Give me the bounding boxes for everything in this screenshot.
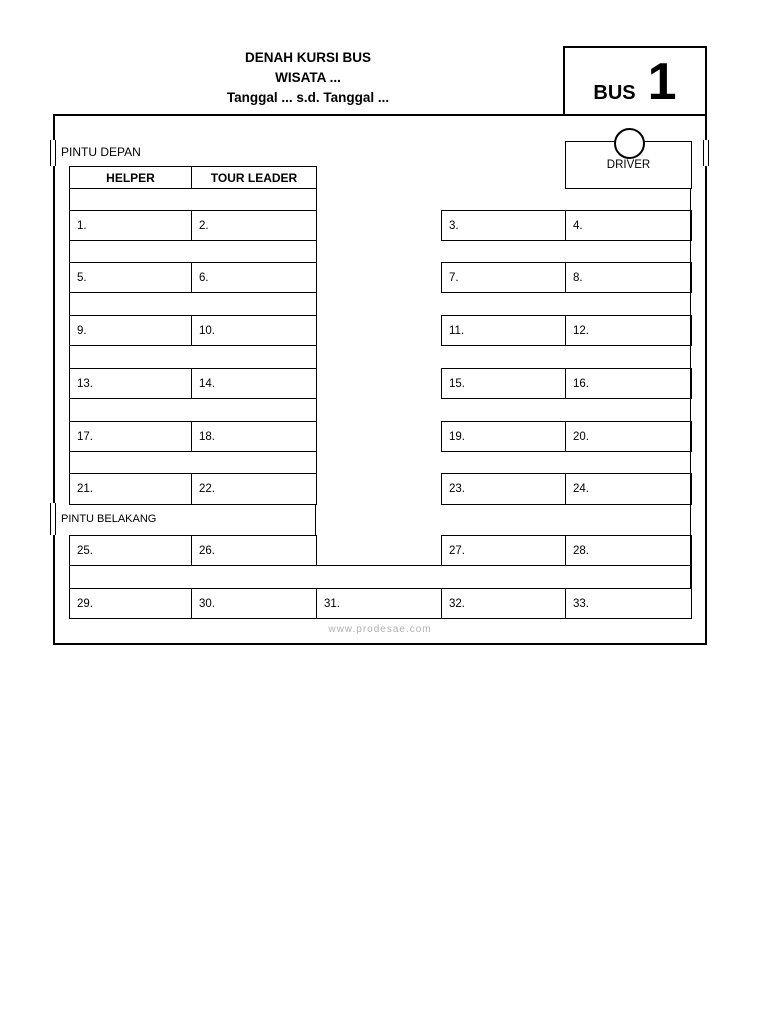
title-line-3: Tanggal ... s.d. Tanggal ... xyxy=(226,90,390,105)
driver-label: DRIVER xyxy=(606,159,651,171)
seat-27: 27. xyxy=(441,535,566,566)
seat-33: 33. xyxy=(565,588,692,619)
seat-21: 21. xyxy=(69,473,192,505)
seat-32: 32. xyxy=(441,588,566,619)
chart-title xyxy=(160,48,456,108)
seat-22: 22. xyxy=(191,473,317,505)
seat-1: 1. xyxy=(69,210,192,241)
seat-18: 18. xyxy=(191,421,317,452)
helper-seat: HELPER xyxy=(69,166,192,189)
legroom-row xyxy=(69,451,317,474)
bus-number-box xyxy=(563,46,707,116)
seat-3: 3. xyxy=(441,210,566,241)
tour-leader-seat: TOUR LEADER xyxy=(191,166,317,189)
title-line-1: DENAH KURSI BUS xyxy=(244,50,371,65)
seat-16: 16. xyxy=(565,368,692,399)
bus-label: BUS xyxy=(593,82,636,104)
seat-24: 24. xyxy=(565,473,692,505)
front-door-label: PINTU DEPAN xyxy=(61,145,141,159)
seat-10: 10. xyxy=(191,315,317,346)
seat-11: 11. xyxy=(441,315,566,346)
legroom-row xyxy=(69,292,317,316)
watermark: www.prodesae.com xyxy=(328,624,432,635)
seat-6: 6. xyxy=(191,262,317,293)
seat-23: 23. xyxy=(441,473,566,505)
seat-9: 9. xyxy=(69,315,192,346)
title-line-2: WISATA ... xyxy=(275,70,341,85)
seat-14: 14. xyxy=(191,368,317,399)
seat-5: 5. xyxy=(69,262,192,293)
front-door-right-marker xyxy=(703,140,709,166)
seat-17: 17. xyxy=(69,421,192,452)
front-door-left-marker xyxy=(50,140,56,166)
rear-door-marker xyxy=(50,503,56,535)
bus-number: 1 xyxy=(647,53,677,111)
seat-20: 20. xyxy=(565,421,692,452)
legroom-row xyxy=(69,398,317,422)
seat-8: 8. xyxy=(565,262,692,293)
legroom-row xyxy=(69,188,317,211)
seat-15: 15. xyxy=(441,368,566,399)
seat-30: 30. xyxy=(191,588,317,619)
seat-13: 13. xyxy=(69,368,192,399)
seat-26: 26. xyxy=(191,535,317,566)
seat-29: 29. xyxy=(69,588,192,619)
rear-door-partition-line xyxy=(315,504,316,535)
rear-door-label: PINTU BELAKANG xyxy=(61,513,157,525)
seat-4: 4. xyxy=(565,210,692,241)
seat-2: 2. xyxy=(191,210,317,241)
seat-31: 31. xyxy=(316,588,442,619)
seat-25: 25. xyxy=(69,535,192,566)
legroom-row xyxy=(69,345,317,369)
steering-wheel-icon xyxy=(614,128,645,159)
seat-19: 19. xyxy=(441,421,566,452)
seat-12: 12. xyxy=(565,315,692,346)
seat-28: 28. xyxy=(565,535,692,566)
seat-7: 7. xyxy=(441,262,566,293)
legroom-row-full xyxy=(69,565,692,589)
legroom-row xyxy=(69,240,317,263)
